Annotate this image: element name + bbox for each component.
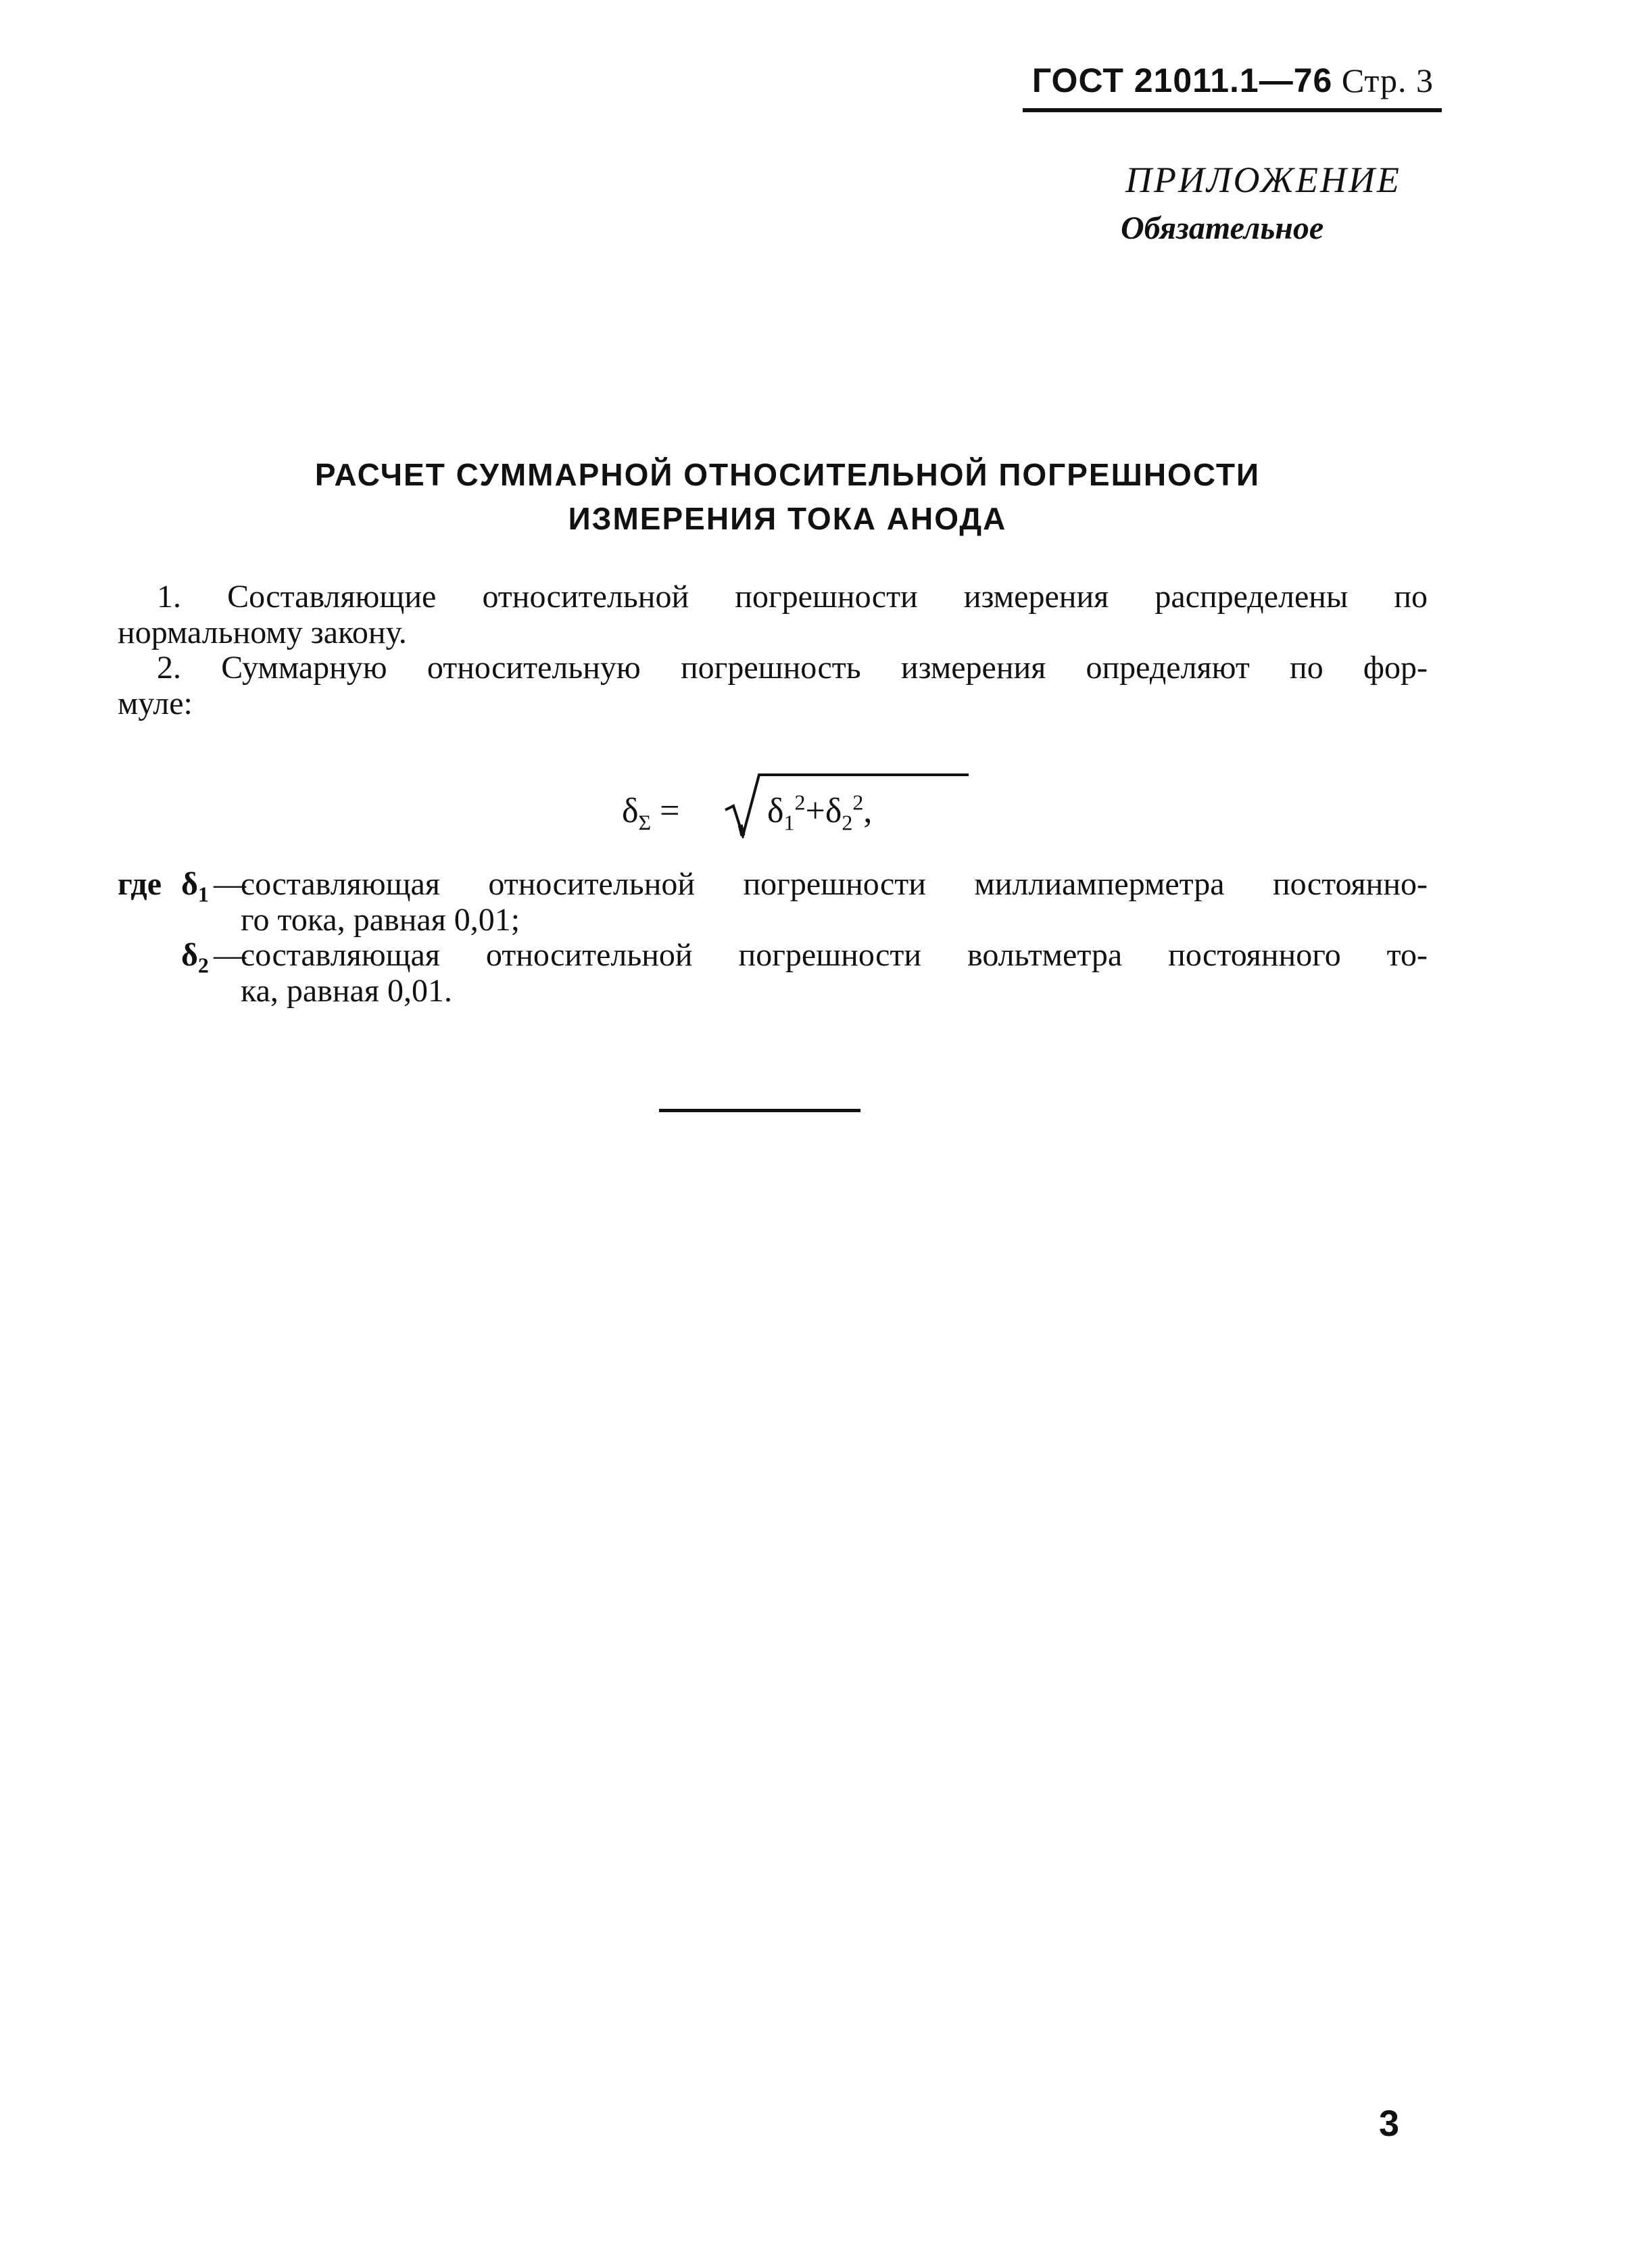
paragraph-1-line-1: 1. Составляющие относительной погрешности измерения распределены по (157, 579, 1428, 615)
page-number: 3 (1379, 2103, 1400, 2144)
formula-comma: , (863, 792, 873, 830)
definition-1-subscript: 1 (197, 882, 209, 907)
paragraph-2-line-1: 2. Суммарную относительную погрешность измерения определяют по фор- (157, 650, 1428, 686)
definition-1-symbol: δ (181, 866, 198, 902)
delta-2-power: 2 (852, 790, 864, 815)
section-title-line-2: ИЗМЕРЕНИЯ ТОКА АНОДА (568, 501, 1007, 536)
definition-2-symbol: δ (181, 937, 198, 973)
equals-sign: = (660, 792, 680, 830)
delta-2: δ (825, 792, 842, 830)
delta-sigma: δ (622, 792, 639, 830)
formula-lhs (622, 791, 680, 835)
sigma-subscript: Σ (638, 810, 652, 835)
delta-1-subscript: 1 (783, 810, 795, 835)
delta-1: δ (767, 792, 784, 830)
appendix-title: ПРИЛОЖЕНИЕ (1125, 160, 1401, 200)
definition-2-dash: — (214, 937, 246, 973)
page-label: Стр. 3 (1341, 62, 1434, 99)
delta-1-power: 2 (794, 790, 806, 815)
plus-sign: + (805, 792, 825, 830)
definition-2-line-2: ка, равная 0,01. (241, 973, 452, 1009)
paragraph-2-line-2: муле: (118, 686, 193, 721)
definition-2-line-1: составляющая относительной погрешности вольтметра постоянного то- (241, 937, 1428, 973)
section-title-line-1: РАСЧЕТ СУММАРНОЙ ОТНОСИТЕЛЬНОЙ ПОГРЕШНОСТИ (314, 457, 1261, 492)
where-label: где (118, 866, 162, 902)
definition-1-line-2: го тока, равная 0,01; (241, 902, 520, 938)
standard-number: ГОСТ 21011.1—76 (1031, 62, 1333, 99)
paragraph-1-line-2: нормальному закону. (118, 615, 407, 650)
definition-1-dash: — (214, 866, 246, 902)
appendix-status: Обязательное (1121, 210, 1324, 246)
running-header (1032, 61, 1434, 100)
formula-rhs (767, 790, 873, 835)
definition-2-term (181, 936, 209, 978)
header-rule (1023, 108, 1442, 112)
definition-1-term (181, 865, 209, 907)
definition-1-line-1: составляющая относительной погрешности миллиамперметра постоянно- (241, 866, 1428, 902)
definition-2-subscript: 2 (197, 953, 209, 978)
delta-2-subscript: 2 (842, 810, 853, 835)
formula (622, 764, 973, 845)
end-rule (659, 1109, 860, 1112)
